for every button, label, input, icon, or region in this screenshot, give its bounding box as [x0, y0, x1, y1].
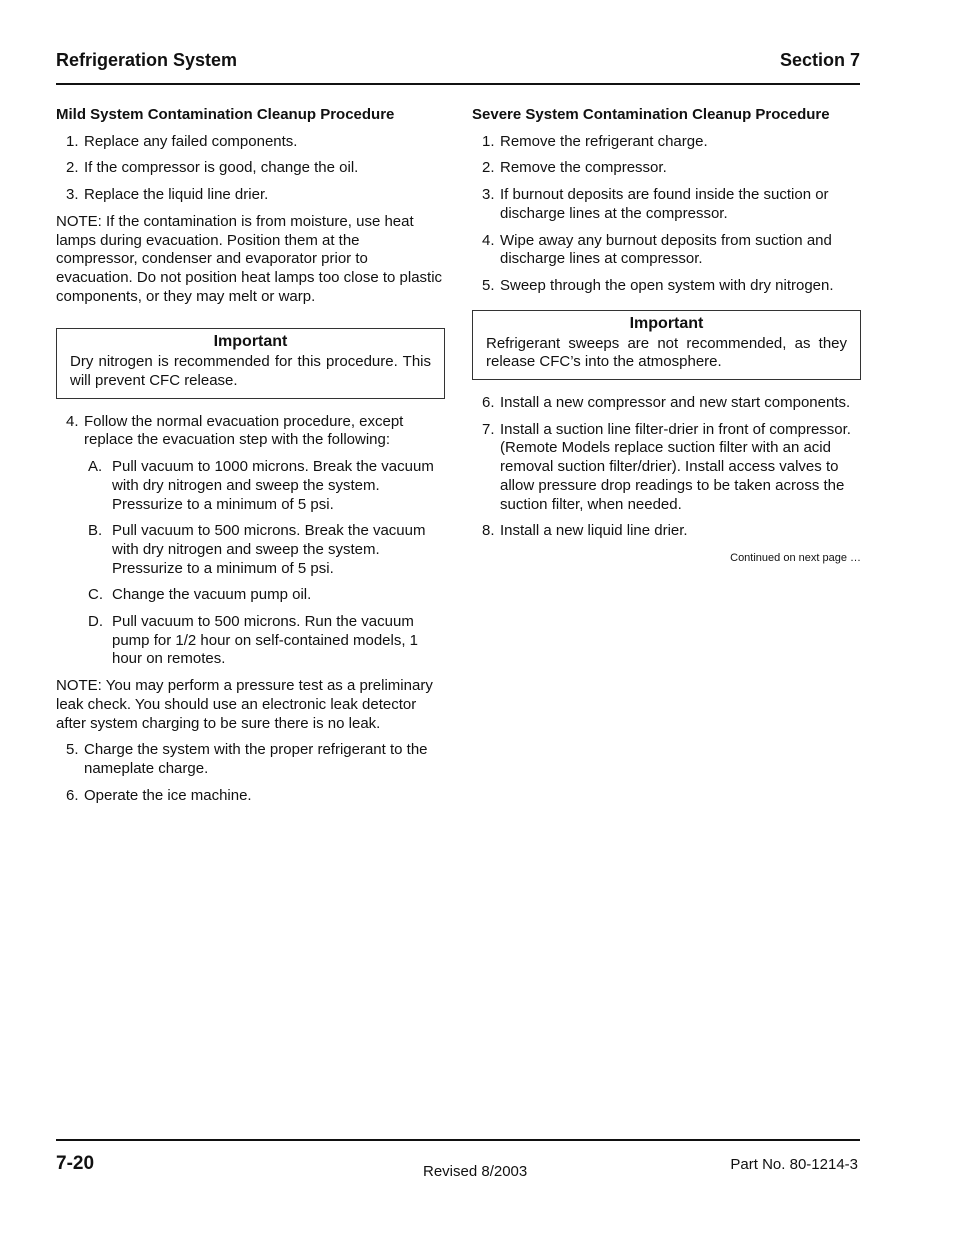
step-number: 7.: [482, 420, 495, 438]
substep-letter: B.: [88, 522, 103, 540]
step-number: 2.: [66, 159, 79, 177]
list-item: [56, 159, 445, 178]
step-text: Install a new compressor and new start components.: [500, 394, 851, 412]
continued-note: Continued on next page …: [730, 551, 861, 564]
step-text: Remove the refrigerant charge.: [500, 132, 708, 150]
important-title: Important: [213, 333, 288, 351]
sub-list-item: [56, 458, 445, 514]
list-item: [472, 394, 861, 413]
step-text: Replace any failed components.: [84, 132, 298, 150]
step-number: 3.: [482, 186, 495, 204]
important-title: Important: [629, 314, 704, 332]
step-number: 8.: [482, 522, 495, 540]
step-number: 1.: [482, 132, 495, 150]
pressure-test-note: NOTE: You may perform a pressure test as a preliminary leak check. You should use an electronic leak detector after system charging to be sure there is no leak.: [56, 677, 433, 732]
substep-letter: C.: [88, 586, 103, 604]
list-item: [472, 421, 861, 515]
list-item: [472, 133, 861, 152]
step-text: Follow the normal evacuation procedure, except replace the evacuation step with the following:: [84, 412, 404, 449]
left-column: [56, 100, 445, 813]
revision-date: Revised 8/2003: [423, 1163, 528, 1180]
header-title: Refrigeration System: [56, 50, 238, 70]
important-text: Dry nitrogen is recommended for this procedure. This will prevent CFC release.: [70, 353, 431, 390]
severe-procedure-heading: Severe System Contamination Cleanup Procedure: [472, 106, 830, 123]
step-text: Sweep through the open system with dry nitrogen.: [500, 276, 834, 294]
list-item: [472, 159, 861, 178]
header-section: Section 7: [779, 50, 860, 70]
list-item: [56, 787, 445, 806]
step-number: 1.: [66, 132, 79, 150]
step-number: 5.: [482, 276, 495, 294]
substep-text: Pull vacuum to 1000 microns. Break the vacuum with dry nitrogen and sweep the system. Pressurize to a minimum of 5 psi.: [112, 458, 434, 513]
substep-text: Pull vacuum to 500 microns. Break the vacuum with dry nitrogen and sweep the system. Pressurize to a minimum of 5 psi.: [112, 522, 426, 577]
step-text: If burnout deposits are found inside the suction or discharge lines at the compressor.: [500, 186, 829, 222]
list-item: [56, 741, 445, 778]
substep-letter: D.: [88, 613, 103, 631]
moisture-note: NOTE: If the contamination is from moisture, use heat lamps during evacuation. Position them at the compressor, condenser and evaporator prior to evacuation. Do not position heat lamps too close to plastic components, or they may melt or warp.: [56, 212, 443, 305]
mild-procedure-heading: Mild System Contamination Cleanup Procedure: [56, 106, 395, 123]
step-number: 5.: [66, 741, 79, 759]
sub-list-item: [56, 522, 445, 578]
step-number: 6.: [66, 786, 79, 804]
step-number: 4.: [66, 412, 79, 430]
step-text: Charge the system with the proper refrigerant to the nameplate charge.: [84, 741, 428, 777]
part-number: Part No. 80-1214-3: [730, 1156, 858, 1173]
step-text: Install a new liquid line drier.: [500, 522, 688, 540]
step-number: 3.: [66, 186, 79, 204]
list-item: [472, 186, 861, 223]
list-item: [56, 186, 445, 205]
important-box-nitrogen: [56, 328, 445, 398]
step-text: Operate the ice machine.: [84, 786, 252, 804]
substep-text: Pull vacuum to 500 microns. Run the vacuum pump for 1/2 hour on self-contained models, 1 hour on remotes.: [112, 613, 419, 668]
step-text: If the compressor is good, change the oil.: [84, 159, 359, 177]
list-item: [472, 522, 861, 541]
list-item: [472, 232, 861, 269]
important-text: Refrigerant sweeps are not recommended, as they release CFC’s into the atmosphere.: [486, 334, 847, 371]
header-divider: [56, 83, 860, 85]
list-item: [56, 413, 445, 450]
list-item: [56, 133, 445, 152]
footer-divider: [56, 1139, 860, 1141]
step-number: 6.: [482, 394, 495, 412]
page-number: 7-20: [56, 1153, 95, 1174]
step-text: Wipe away any burnout deposits from suction and discharge lines at compressor.: [500, 231, 832, 268]
step-text: Remove the compressor.: [500, 159, 667, 177]
step-text: Replace the liquid line drier.: [84, 186, 269, 204]
step-number: 2.: [482, 159, 495, 177]
substep-letter: A.: [88, 458, 103, 476]
list-item: [472, 277, 861, 296]
substep-text: Change the vacuum pump oil.: [112, 586, 312, 604]
step-text: Install a suction line filter-drier in front of compressor. (Remote Models replace suction filter with an acid removal suction filter/drier). Install access valves to allow pressure drop readings to be taken across the suction filter, when needed.: [500, 420, 851, 513]
right-column: [472, 100, 861, 568]
sub-list-item: [56, 613, 445, 669]
important-box-sweeps: [472, 310, 861, 380]
step-number: 4.: [482, 231, 495, 249]
sub-list-item: [56, 586, 445, 605]
